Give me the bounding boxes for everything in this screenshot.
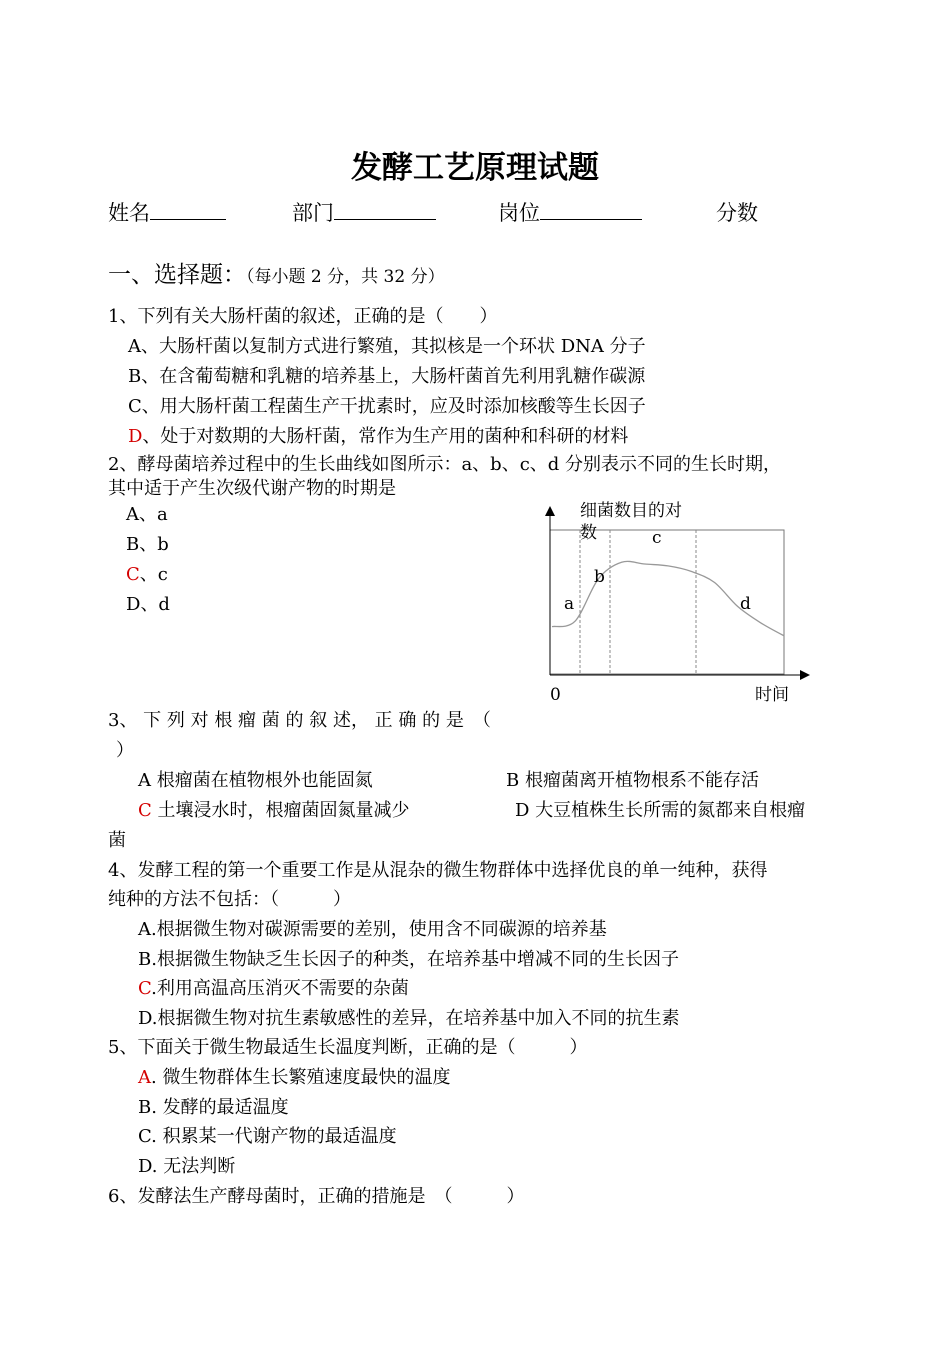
q5-option-b[interactable]: [138, 1093, 289, 1119]
q5-option-letter: D: [138, 1156, 152, 1177]
y-axis-arrow: [545, 506, 555, 516]
q4-option-letter: A: [138, 919, 151, 940]
q1-option-letter: B: [128, 366, 142, 387]
phase-label-a: a: [564, 594, 575, 614]
dept-field[interactable]: [292, 197, 436, 227]
q3-option-text: 土壤浸水时，根瘤菌固氮量减少: [151, 800, 410, 821]
post-field[interactable]: [498, 197, 642, 227]
question-3-stem-line2: ）: [116, 740, 134, 761]
q5-option-text: . 积累某一代谢产物的最适温度: [151, 1126, 397, 1147]
q1-option-b[interactable]: [128, 362, 645, 388]
y-axis-label-line1: 细菌数目的对: [580, 501, 682, 521]
question-3-stem-line1: 3、 下 列 对 根 瘤 菌 的 叙 述， 正 确 的 是 （: [108, 710, 491, 731]
question-1-stem: 1、下列有关大肠杆菌的叙述，正确的是（ ）: [108, 306, 498, 327]
growth-curve-chart: [530, 495, 820, 710]
q4-option-d[interactable]: [138, 1004, 680, 1030]
q2-option-d[interactable]: [126, 590, 170, 616]
q5-option-text: . 发酵的最适温度: [151, 1097, 289, 1118]
q5-option-c[interactable]: [138, 1122, 397, 1148]
q1-option-a[interactable]: [128, 332, 646, 358]
phase-label-c: c: [652, 528, 662, 548]
q5-option-text: . 无法判断: [151, 1156, 236, 1177]
section-title: 一、选择题：: [108, 262, 246, 288]
q4-option-text: .利用高温高压消灭不需要的杂菌: [151, 978, 409, 999]
q3-answer-letter: C: [138, 800, 152, 821]
question-5-stem: 5、下面关于微生物最适生长温度判断，正确的是（ ）: [108, 1037, 588, 1058]
q3-option-d-continued: 菌: [108, 830, 126, 851]
question-6-stem: 6、发酵法生产酵母菌时，正确的措施是 （ ）: [108, 1186, 525, 1207]
q2-option-letter: D: [126, 594, 141, 615]
q1-option-text: 、在含葡萄糖和乳糖的培养基上，大肠杆菌首先利用乳糖作碳源: [141, 366, 646, 387]
phase-label-d: d: [740, 594, 751, 614]
score-field: [716, 197, 758, 227]
question-2-stem-line2: 其中适于产生次级代谢产物的时期是: [108, 478, 396, 499]
q2-option-c[interactable]: [126, 560, 168, 586]
section-heading: [108, 256, 445, 289]
q5-option-letter: C: [138, 1126, 152, 1147]
q4-option-letter: D: [138, 1008, 152, 1029]
q2-option-letter: A: [126, 504, 139, 525]
q2-option-text: 、a: [139, 504, 168, 525]
q1-option-text: 、处于对数期的大肠杆菌，常作为生产用的菌种和科研的材料: [142, 426, 629, 447]
q3-option-c[interactable]: [138, 796, 410, 822]
dept-label: 部门: [292, 201, 334, 225]
q1-answer-letter: D: [128, 426, 143, 447]
q1-option-letter: C: [128, 396, 142, 417]
origin-label: 0: [550, 685, 561, 705]
q1-option-c[interactable]: [128, 392, 646, 418]
q1-option-text: 、用大肠杆菌工程菌生产干扰素时，应及时添加核酸等生长因子: [141, 396, 646, 417]
x-axis-arrow: [800, 670, 810, 680]
dept-blank[interactable]: [334, 199, 436, 220]
q4-option-text: .根据微生物缺乏生长因子的种类，在培养基中增减不同的生长因子: [151, 949, 679, 970]
q1-option-d[interactable]: [128, 422, 628, 448]
q5-option-a[interactable]: [138, 1063, 450, 1089]
q4-option-c[interactable]: [138, 974, 409, 1000]
q4-option-text: .根据微生物对抗生素敏感性的差异，在培养基中加入不同的抗生素: [151, 1008, 680, 1029]
q2-option-text: 、b: [139, 534, 169, 555]
q2-option-text: 、c: [139, 564, 168, 585]
q1-option-letter: A: [128, 336, 141, 357]
q1-option-text: 、大肠杆菌以复制方式进行繁殖，其拟核是一个环状 DNA 分子: [141, 336, 646, 357]
question-4-stem-line1: 4、发酵工程的第一个重要工作是从混杂的微生物群体中选择优良的单一纯种，获得: [108, 860, 768, 881]
post-label: 岗位: [498, 201, 540, 225]
question-2-stem-line1: 2、酵母菌培养过程中的生长曲线如图所示：a、b、c、d 分别表示不同的生长时期，: [108, 454, 782, 475]
q5-option-d[interactable]: [138, 1152, 235, 1178]
q2-option-b[interactable]: [126, 530, 169, 556]
q2-option-text: 、d: [140, 594, 170, 615]
y-axis-label-line2: 数: [580, 523, 597, 543]
q5-answer-letter: A: [138, 1067, 151, 1088]
name-label: 姓名: [108, 201, 150, 225]
x-axis-label: 时间: [755, 685, 789, 705]
q3-option-a[interactable]: A 根瘤菌在植物根外也能固氮: [138, 770, 373, 791]
q4-option-a[interactable]: [138, 915, 607, 941]
q3-option-d[interactable]: D 大豆植株生长所需的氮都来自根瘤: [515, 800, 806, 821]
name-field[interactable]: [108, 197, 226, 227]
q2-answer-letter: C: [126, 564, 140, 585]
q4-answer-letter: C: [138, 978, 152, 999]
post-blank[interactable]: [540, 199, 642, 220]
q2-option-a[interactable]: [126, 500, 168, 526]
q4-option-text: .根据微生物对碳源需要的差别，使用含不同碳源的培养基: [151, 919, 607, 940]
name-blank[interactable]: [150, 199, 226, 220]
section-note: （每小题 2 分，共 32 分）: [246, 267, 445, 287]
phase-label-b: b: [594, 567, 605, 587]
q4-option-letter: B: [138, 949, 152, 970]
question-4-stem-line2: 纯种的方法不包括：（ ）: [108, 889, 351, 910]
q2-option-letter: B: [126, 534, 140, 555]
q3-option-b[interactable]: B 根瘤菌离开植物根系不能存活: [506, 770, 759, 791]
q5-option-letter: B: [138, 1097, 152, 1118]
page-title: 发酵工艺原理试题: [351, 150, 599, 186]
q5-option-text: . 微生物群体生长繁殖速度最快的温度: [151, 1067, 451, 1088]
q4-option-b[interactable]: [138, 945, 679, 971]
score-label: 分数: [716, 201, 758, 225]
